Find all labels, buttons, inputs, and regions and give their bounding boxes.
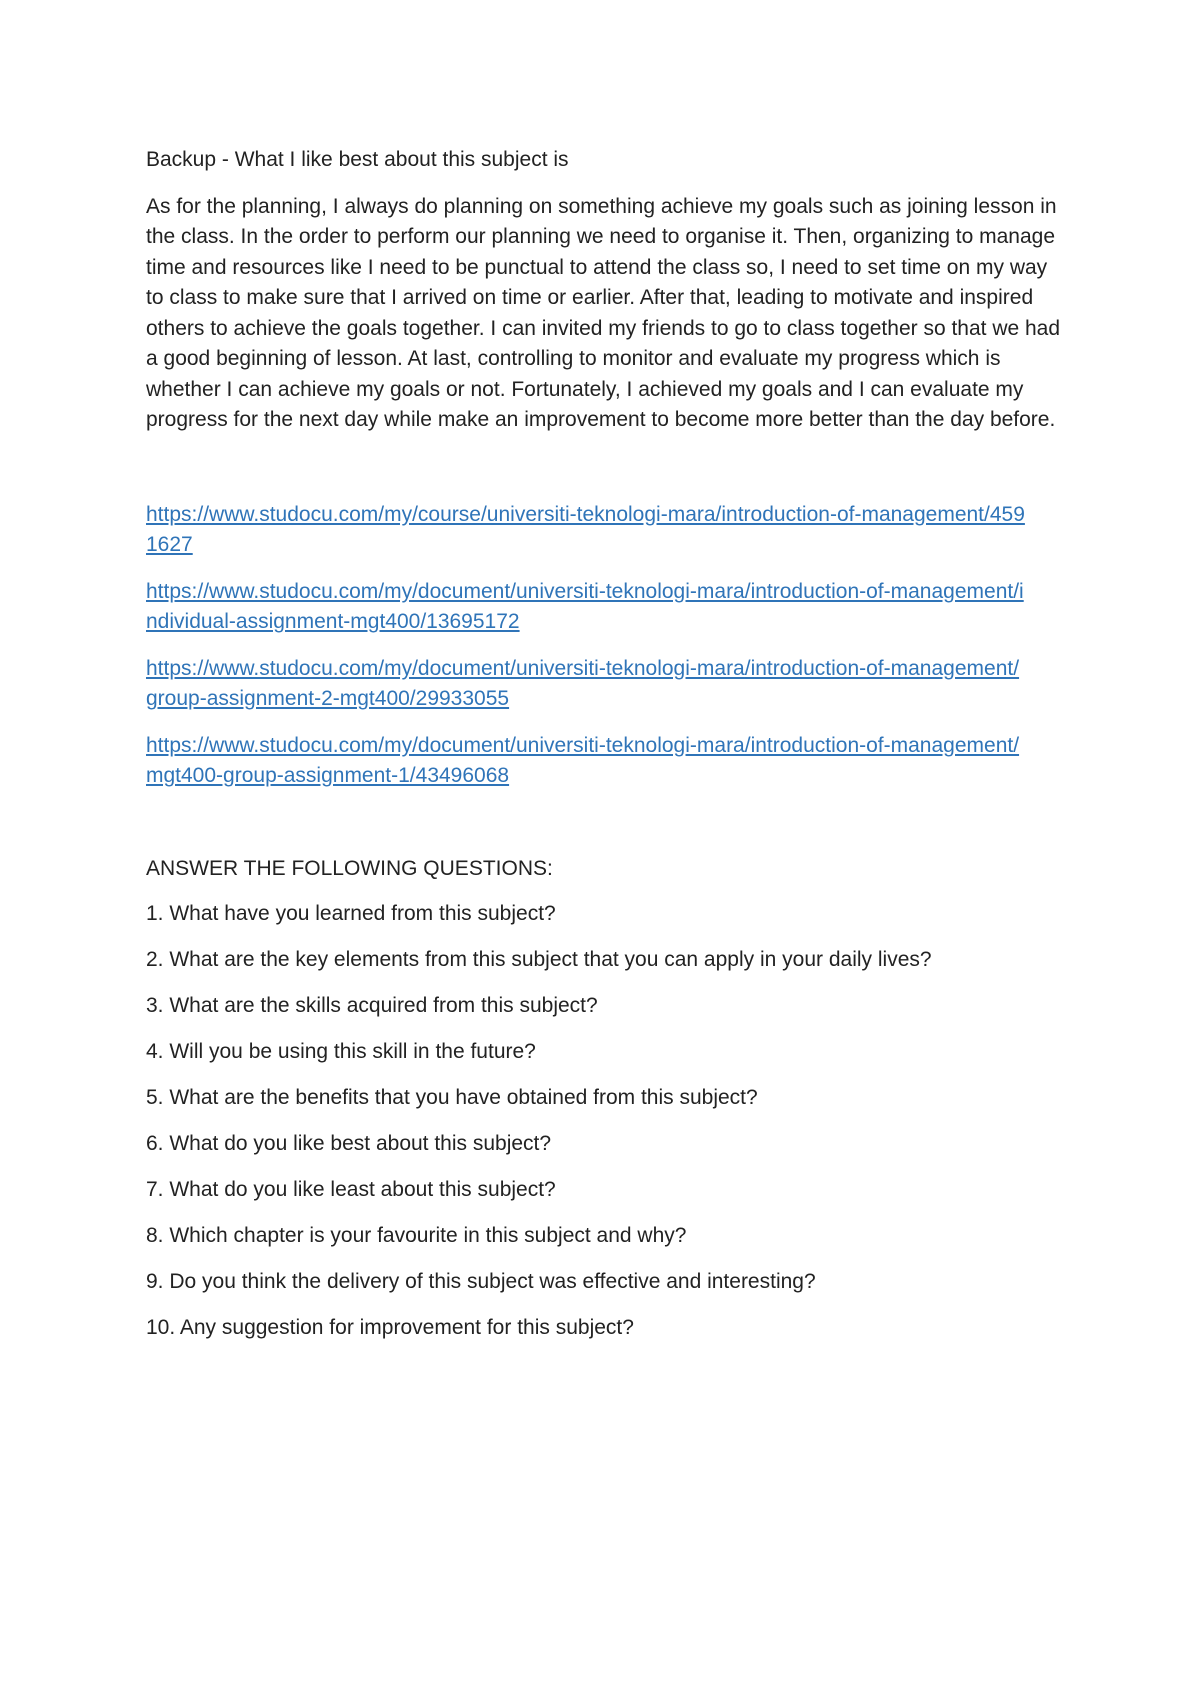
question-item: 9. Do you think the delivery of this subject was effective and interesting? — [146, 1270, 816, 1293]
question-item: 4. Will you be using this skill in the future? — [146, 1040, 536, 1063]
body-paragraph: As for the planning, I always do planning on something achieve my goals such as joining lesson in the class. In the order to perform our planning we need to organise it. Then, organizing to manage time and resources like I need to be punctual to attend the class so, I need to set time on my way to class to make sure that I arrived on time or earlier. After that, leading to motivate and inspired others to achieve the goals together. I can invited my friends to go to class together so that we had a good beginning of lesson. At last, controlling to monitor and evaluate my progress which is whether I can achieve my goals or not. Fortunately, I achieved my goals and I can evaluate my progress for the next day while make an improvement to become more better than the day before. — [146, 194, 1061, 431]
reference-link-group-assignment-2[interactable]: https://www.studocu.com/my/document/universiti-teknologi-mara/introduction-of-management/group-assignment-2-mgt400/29933055 — [146, 656, 1020, 710]
question-item: 7. What do you like least about this subject? — [146, 1178, 556, 1201]
question-item: 2. What are the key elements from this subject that you can apply in your daily lives? — [146, 948, 932, 971]
questions-section — [146, 854, 1066, 1344]
question-item: 3. What are the skills acquired from this subject? — [146, 994, 598, 1017]
question-item: 5. What are the benefits that you have obtained from this subject? — [146, 1086, 758, 1109]
reference-link-individual-assignment[interactable]: https://www.studocu.com/my/document/universiti-teknologi-mara/introduction-of-management/individual-assignment-mgt400/13695172 — [146, 579, 1024, 633]
reference-link-course[interactable]: https://www.studocu.com/my/course/universiti-teknologi-mara/introduction-of-management/4591627 — [146, 502, 1025, 556]
question-item: 8. Which chapter is your favourite in this subject and why? — [146, 1224, 687, 1247]
reference-link-group-assignment-1[interactable]: https://www.studocu.com/my/document/universiti-teknologi-mara/introduction-of-management/mgt400-group-assignment-1/43496068 — [146, 733, 1020, 787]
questions-title: ANSWER THE FOLLOWING QUESTIONS: — [146, 856, 553, 880]
question-item: 10. Any suggestion for improvement for this subject? — [146, 1316, 634, 1339]
question-item: 6. What do you like best about this subject? — [146, 1132, 552, 1155]
document-page — [146, 145, 1066, 1359]
reference-links — [146, 500, 1066, 792]
section-heading: Backup - What I like best about this subject is — [146, 148, 569, 171]
question-item: 1. What have you learned from this subject? — [146, 902, 556, 925]
